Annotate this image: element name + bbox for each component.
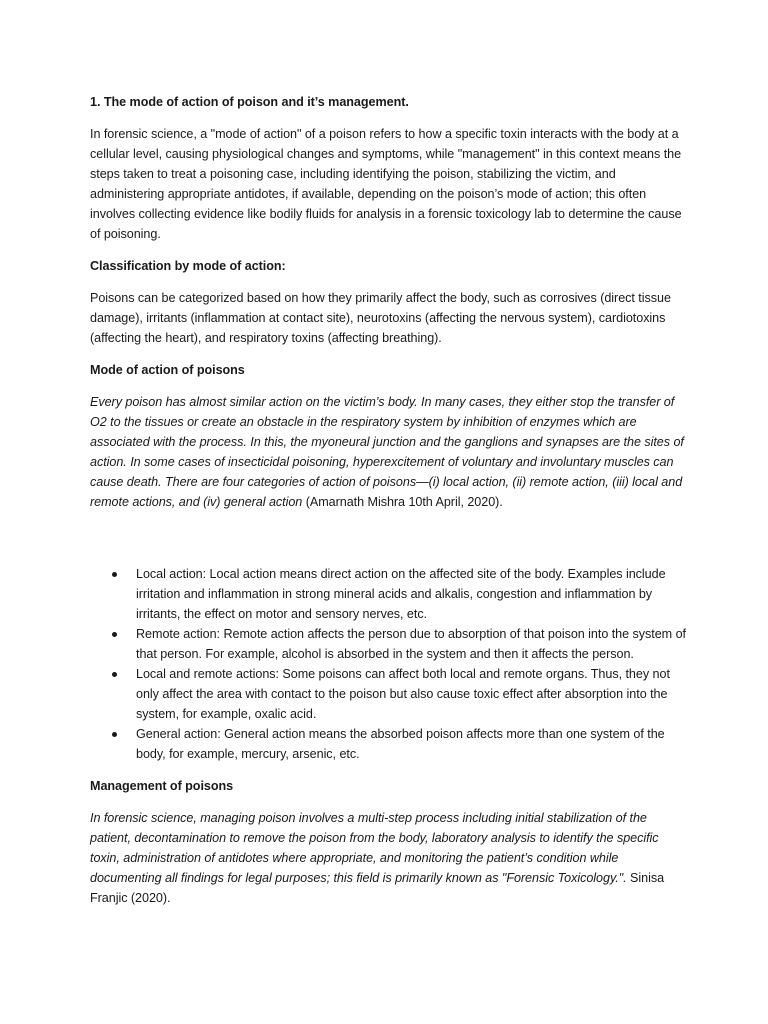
- mode-of-action-quote: Every poison has almost similar action on the victim’s body. In many cases, they either stop the transfer of O2 to the tissues or create an obstacle in the respiratory system by inhibition of enzymes which are associated with the process. In this, the myoneural junction and the ganglions and synapses are the sites of action. In some cases of insecticidal poisoning, hyperexcitement of voluntary and involuntary muscles can cause death. There are four categories of action of poisons—(i) local action, (ii) remote action, (iii) local and remote actions, and (iv) general action: [90, 395, 684, 509]
- bullet-icon: [112, 672, 117, 677]
- intro-paragraph: In forensic science, a "mode of action" of a poison refers to how a specific toxin interacts with the body at a cellular level, causing physiological changes and symptoms, while "management" in this context means the steps taken to treat a poisoning case, including identifying the poison, stabilizing the victim, and administering appropriate antidotes, if available, depending on the poison’s mode of action; this often involves collecting evidence like bodily fluids for analysis in a forensic toxicology lab to determine the cause of poisoning.: [90, 127, 682, 241]
- management-paragraph: [90, 808, 686, 908]
- mode-of-action-heading: Mode of action of poisons: [90, 363, 245, 377]
- list-item-text: Local action: Local action means direct action on the affected site of the body. Examples include irritation and inflammation in strong mineral acids and alkalis, congestion and inflammation by irritants, the effect on motor and sensory nerves, etc.: [136, 567, 666, 621]
- management-heading: Management of poisons: [90, 779, 234, 793]
- action-categories-list: [90, 564, 686, 764]
- management-quote: In forensic science, managing poison involves a multi-step process including initial stabilization of the patient, decontamination to remove the poison from the body, laboratory analysis to identify the specific toxin, administration of antidotes where appropriate, and monitoring the patient’s condition while documenting all findings for legal purposes; this field is primarily known as "Forensic Toxicology.".: [90, 811, 659, 885]
- list-item-text: Local and remote actions: Some poisons can affect both local and remote organs. Thus, they not only affect the area with contact to the poison but also cause toxic effect after absorption into the system, for example, oxalic acid.: [136, 667, 670, 721]
- document-title: 1. The mode of action of poison and it’s management.: [90, 95, 409, 109]
- list-item: [90, 664, 686, 724]
- classification-heading: Classification by mode of action:: [90, 259, 286, 273]
- classification-paragraph: Poisons can be categorized based on how they primarily affect the body, such as corrosives (direct tissue damage), irritants (inflammation at contact site), neurotoxins (affecting the nervous system), cardiotoxins (affecting the heart), and respiratory toxins (affecting breathing).: [90, 291, 671, 345]
- bullet-icon: [112, 732, 117, 737]
- document-page: [90, 92, 686, 920]
- list-item: [90, 624, 686, 664]
- mode-of-action-paragraph: [90, 392, 686, 512]
- blank-line: [90, 524, 686, 564]
- mode-of-action-citation: (Amarnath Mishra 10th April, 2020).: [302, 495, 503, 509]
- bullet-icon: [112, 572, 117, 577]
- list-item: [90, 724, 686, 764]
- management-citation: Sinisa Franjic (2020).: [90, 871, 665, 905]
- list-item: [90, 564, 686, 624]
- bullet-icon: [112, 632, 117, 637]
- list-item-text: Remote action: Remote action affects the person due to absorption of that poison into the system of that person. For example, alcohol is absorbed in the system and then it affects the person.: [136, 627, 686, 661]
- list-item-text: General action: General action means the absorbed poison affects more than one system of the body, for example, mercury, arsenic, etc.: [136, 727, 665, 761]
